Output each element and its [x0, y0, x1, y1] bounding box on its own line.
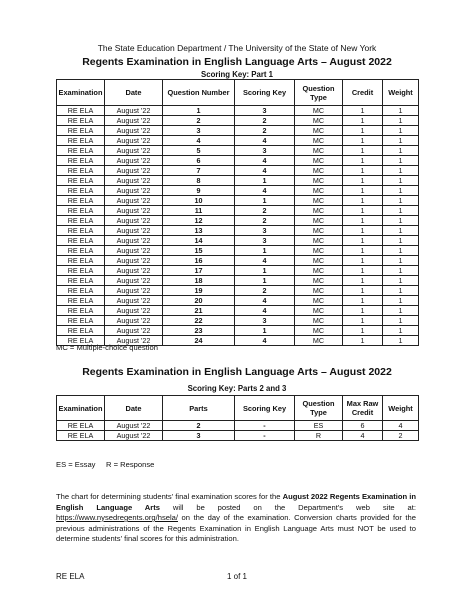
- table-cell: MC: [295, 196, 343, 206]
- table-cell: R: [295, 431, 343, 441]
- table-cell: August '22: [105, 186, 163, 196]
- table-cell: MC: [295, 146, 343, 156]
- table-cell: 2: [235, 286, 295, 296]
- table-cell: August '22: [105, 126, 163, 136]
- table-cell: 1: [343, 286, 383, 296]
- col-weight: Weight: [383, 396, 419, 421]
- table-cell: August '22: [105, 286, 163, 296]
- table-row: [57, 286, 419, 296]
- table-cell: RE ELA: [57, 186, 105, 196]
- table-cell: 3: [235, 146, 295, 156]
- footer-page-number: 1 of 1: [226, 572, 247, 581]
- table-cell: 19: [163, 286, 235, 296]
- page-title: Regents Examination in English Language Arts – August 2022: [82, 56, 392, 68]
- parts23-scoring-table: [56, 395, 419, 441]
- table-row: [57, 116, 419, 126]
- table-cell: 1: [383, 236, 419, 246]
- table-cell: 14: [163, 236, 235, 246]
- table-cell: 1: [343, 266, 383, 276]
- table-cell: RE ELA: [57, 326, 105, 336]
- table-cell: 1: [235, 246, 295, 256]
- table-cell: August '22: [105, 236, 163, 246]
- table-cell: 1: [343, 246, 383, 256]
- table-cell: August '22: [105, 316, 163, 326]
- table-cell: 6: [163, 156, 235, 166]
- table-cell: 1: [235, 276, 295, 286]
- table-cell: RE ELA: [57, 286, 105, 296]
- table-cell: 1: [383, 256, 419, 266]
- table-cell: 22: [163, 316, 235, 326]
- mc-legend-note: MC = Multiple-choice question: [56, 343, 158, 352]
- table-cell: 1: [343, 256, 383, 266]
- table-row: [57, 216, 419, 226]
- table-cell: RE ELA: [57, 421, 105, 431]
- table-cell: MC: [295, 136, 343, 146]
- table-cell: 1: [343, 166, 383, 176]
- table-cell: RE ELA: [57, 266, 105, 276]
- table-cell: 3: [235, 226, 295, 236]
- table-cell: MC: [295, 156, 343, 166]
- table-row: [57, 236, 419, 246]
- table-cell: RE ELA: [57, 336, 105, 346]
- table-cell: MC: [295, 166, 343, 176]
- nysed-link[interactable]: https://www.nysedregents.org/hsela/: [56, 513, 178, 522]
- para-bold-exam: August 2022 Regents Examination in English Language Arts: [56, 492, 416, 512]
- table-row: [57, 226, 419, 236]
- table-row: [57, 306, 419, 316]
- table-cell: MC: [295, 116, 343, 126]
- table-cell: MC: [295, 236, 343, 246]
- table-cell: 1: [383, 126, 419, 136]
- table-cell: RE ELA: [57, 166, 105, 176]
- table-cell: 1: [383, 226, 419, 236]
- table-cell: August '22: [105, 421, 163, 431]
- table-cell: 1: [383, 176, 419, 186]
- table-cell: 12: [163, 216, 235, 226]
- col-question-type: Question Type: [295, 396, 343, 421]
- table-cell: 1: [235, 176, 295, 186]
- col-date: Date: [105, 80, 163, 106]
- part1-scoring-table: [56, 79, 419, 346]
- table-cell: RE ELA: [57, 236, 105, 246]
- table-cell: August '22: [105, 216, 163, 226]
- table-cell: August '22: [105, 176, 163, 186]
- table-cell: 1: [343, 186, 383, 196]
- table-cell: 1: [383, 166, 419, 176]
- col-credit: Credit: [343, 80, 383, 106]
- table-cell: August '22: [105, 326, 163, 336]
- table-cell: -: [235, 431, 295, 441]
- table-cell: 1: [235, 326, 295, 336]
- table-cell: 1: [343, 236, 383, 246]
- table-cell: August '22: [105, 116, 163, 126]
- col-date: Date: [105, 396, 163, 421]
- table-cell: ES: [295, 421, 343, 431]
- col-max-raw-credit: Max Raw Credit: [343, 396, 383, 421]
- table-cell: 18: [163, 276, 235, 286]
- table-cell: 1: [343, 126, 383, 136]
- table-cell: 6: [343, 421, 383, 431]
- table-cell: 17: [163, 266, 235, 276]
- table-cell: MC: [295, 216, 343, 226]
- table-row: [57, 431, 419, 441]
- table-cell: RE ELA: [57, 296, 105, 306]
- table-cell: 1: [383, 116, 419, 126]
- table-cell: 1: [343, 146, 383, 156]
- table-cell: RE ELA: [57, 156, 105, 166]
- table-cell: RE ELA: [57, 206, 105, 216]
- table-cell: 3: [235, 106, 295, 116]
- table-cell: MC: [295, 256, 343, 266]
- col-parts: Parts: [163, 396, 235, 421]
- table-cell: RE ELA: [57, 136, 105, 146]
- table-cell: 1: [343, 316, 383, 326]
- part1-subtitle: Scoring Key: Part 1: [201, 70, 273, 79]
- table-cell: August '22: [105, 206, 163, 216]
- type-legend-note: ES = Essay R = Response: [56, 460, 155, 469]
- table-cell: August '22: [105, 256, 163, 266]
- table-header-row: [57, 80, 419, 106]
- table-cell: 1: [383, 286, 419, 296]
- table-cell: 1: [383, 326, 419, 336]
- footer-exam-code: RE ELA: [56, 572, 85, 581]
- table-cell: August '22: [105, 166, 163, 176]
- table-cell: 1: [343, 176, 383, 186]
- table-cell: 2: [163, 421, 235, 431]
- table-cell: RE ELA: [57, 306, 105, 316]
- agency-header: The State Education Department / The University of the State of New York: [97, 43, 377, 53]
- table-row: [57, 246, 419, 256]
- table-cell: MC: [295, 126, 343, 136]
- para-text-c: on the day of the examination. Conversion charts provided for the previous administrations of the Regents Examination in English Language Arts must NOT be used to determine students' final scores for this administration.: [56, 513, 416, 543]
- table-cell: 13: [163, 226, 235, 236]
- table-row: [57, 136, 419, 146]
- table-row: [57, 176, 419, 186]
- table-cell: MC: [295, 316, 343, 326]
- table-cell: RE ELA: [57, 431, 105, 441]
- col-scoring-key: Scoring Key: [235, 80, 295, 106]
- table-cell: 21: [163, 306, 235, 316]
- table-row: [57, 421, 419, 431]
- table-header-row: [57, 396, 419, 421]
- table-cell: August '22: [105, 306, 163, 316]
- table-cell: 1: [343, 106, 383, 116]
- table-cell: August '22: [105, 276, 163, 286]
- table-row: [57, 166, 419, 176]
- table-cell: 3: [235, 236, 295, 246]
- table-cell: 3: [235, 316, 295, 326]
- table-cell: 2: [163, 116, 235, 126]
- table-cell: 2: [235, 126, 295, 136]
- table-cell: 4: [383, 421, 419, 431]
- table-row: [57, 296, 419, 306]
- table-cell: MC: [295, 246, 343, 256]
- table-cell: 1: [235, 196, 295, 206]
- para-text-b: will be posted on the Department's web site at:: [160, 502, 416, 512]
- section2-title: Regents Examination in English Language Arts – August 2022: [82, 366, 392, 378]
- table-cell: 4: [343, 431, 383, 441]
- table-row: [57, 266, 419, 276]
- table-cell: RE ELA: [57, 116, 105, 126]
- table-row: [57, 126, 419, 136]
- table-cell: August '22: [105, 431, 163, 441]
- table-cell: 1: [383, 196, 419, 206]
- para-text-a: The chart for determining students' final examination scores for the: [56, 492, 283, 501]
- table-cell: 15: [163, 246, 235, 256]
- table-cell: 23: [163, 326, 235, 336]
- table-cell: 1: [383, 216, 419, 226]
- table-cell: 1: [343, 116, 383, 126]
- table-cell: MC: [295, 336, 343, 346]
- table-cell: 3: [163, 126, 235, 136]
- table-cell: RE ELA: [57, 196, 105, 206]
- table-cell: 1: [343, 156, 383, 166]
- table-cell: 1: [383, 276, 419, 286]
- table-cell: 1: [383, 266, 419, 276]
- table-cell: 7: [163, 166, 235, 176]
- table-cell: August '22: [105, 106, 163, 116]
- table-cell: 1: [383, 106, 419, 116]
- table-cell: 1: [343, 216, 383, 226]
- table-cell: 8: [163, 176, 235, 186]
- table-cell: RE ELA: [57, 106, 105, 116]
- table-row: [57, 186, 419, 196]
- table-cell: 1: [343, 206, 383, 216]
- table-cell: 1: [383, 316, 419, 326]
- table-cell: 24: [163, 336, 235, 346]
- table-row: [57, 206, 419, 216]
- table-row: [57, 256, 419, 266]
- table-cell: 20: [163, 296, 235, 306]
- table-cell: August '22: [105, 146, 163, 156]
- table-cell: MC: [295, 286, 343, 296]
- table-cell: 4: [235, 306, 295, 316]
- table-row: [57, 146, 419, 156]
- table-cell: 1: [235, 266, 295, 276]
- table-cell: 1: [343, 326, 383, 336]
- table-row: [57, 196, 419, 206]
- table-cell: MC: [295, 276, 343, 286]
- table-cell: RE ELA: [57, 126, 105, 136]
- table-cell: 1: [343, 226, 383, 236]
- table-cell: August '22: [105, 196, 163, 206]
- table-cell: 4: [163, 136, 235, 146]
- table-cell: 9: [163, 186, 235, 196]
- table-cell: RE ELA: [57, 176, 105, 186]
- col-weight: Weight: [383, 80, 419, 106]
- col-examination: Examination: [57, 80, 105, 106]
- table-row: [57, 316, 419, 326]
- col-examination: Examination: [57, 396, 105, 421]
- table-cell: 16: [163, 256, 235, 266]
- table-cell: 3: [163, 431, 235, 441]
- table-cell: MC: [295, 206, 343, 216]
- table-cell: RE ELA: [57, 256, 105, 266]
- col-scoring-key: Scoring Key: [235, 396, 295, 421]
- table-cell: RE ELA: [57, 276, 105, 286]
- section2-subtitle: Scoring Key: Parts 2 and 3: [187, 384, 287, 393]
- table-cell: -: [235, 421, 295, 431]
- table-cell: MC: [295, 296, 343, 306]
- table-cell: 2: [235, 116, 295, 126]
- table-cell: 2: [235, 216, 295, 226]
- col-question-number: Question Number: [163, 80, 235, 106]
- table-cell: 11: [163, 206, 235, 216]
- table-cell: 1: [383, 206, 419, 216]
- table-cell: 1: [383, 246, 419, 256]
- table-cell: 4: [235, 336, 295, 346]
- table-cell: 1: [343, 306, 383, 316]
- table-cell: MC: [295, 266, 343, 276]
- table-cell: 1: [383, 156, 419, 166]
- table-cell: August '22: [105, 246, 163, 256]
- table-cell: RE ELA: [57, 226, 105, 236]
- table-cell: MC: [295, 306, 343, 316]
- table-cell: 4: [235, 296, 295, 306]
- table-cell: August '22: [105, 136, 163, 146]
- table-cell: August '22: [105, 266, 163, 276]
- table-cell: 4: [235, 186, 295, 196]
- table-cell: 2: [383, 431, 419, 441]
- table-cell: 1: [343, 196, 383, 206]
- table-row: [57, 156, 419, 166]
- table-cell: RE ELA: [57, 246, 105, 256]
- table-cell: MC: [295, 106, 343, 116]
- table-cell: 1: [343, 136, 383, 146]
- table-cell: RE ELA: [57, 316, 105, 326]
- table-cell: 1: [163, 106, 235, 116]
- table-cell: 4: [235, 256, 295, 266]
- table-cell: 1: [343, 336, 383, 346]
- table-cell: MC: [295, 326, 343, 336]
- table-cell: 4: [235, 166, 295, 176]
- table-cell: 4: [235, 156, 295, 166]
- table-cell: August '22: [105, 336, 163, 346]
- conversion-chart-paragraph: [56, 492, 416, 545]
- table-row: [57, 106, 419, 116]
- table-cell: August '22: [105, 156, 163, 166]
- col-question-type: Question Type: [295, 80, 343, 106]
- table-cell: RE ELA: [57, 216, 105, 226]
- table-cell: 1: [383, 136, 419, 146]
- table-cell: 2: [235, 206, 295, 216]
- table-cell: 10: [163, 196, 235, 206]
- table-cell: MC: [295, 226, 343, 236]
- table-cell: August '22: [105, 226, 163, 236]
- table-cell: 5: [163, 146, 235, 156]
- table-cell: RE ELA: [57, 146, 105, 156]
- table-cell: 1: [383, 146, 419, 156]
- table-row: [57, 276, 419, 286]
- table-cell: 4: [235, 136, 295, 146]
- table-cell: MC: [295, 176, 343, 186]
- table-cell: 1: [383, 296, 419, 306]
- table-cell: 1: [383, 306, 419, 316]
- table-cell: 1: [383, 336, 419, 346]
- table-row: [57, 326, 419, 336]
- table-cell: 1: [343, 276, 383, 286]
- table-cell: 1: [383, 186, 419, 196]
- table-cell: MC: [295, 186, 343, 196]
- table-cell: 1: [343, 296, 383, 306]
- table-cell: August '22: [105, 296, 163, 306]
